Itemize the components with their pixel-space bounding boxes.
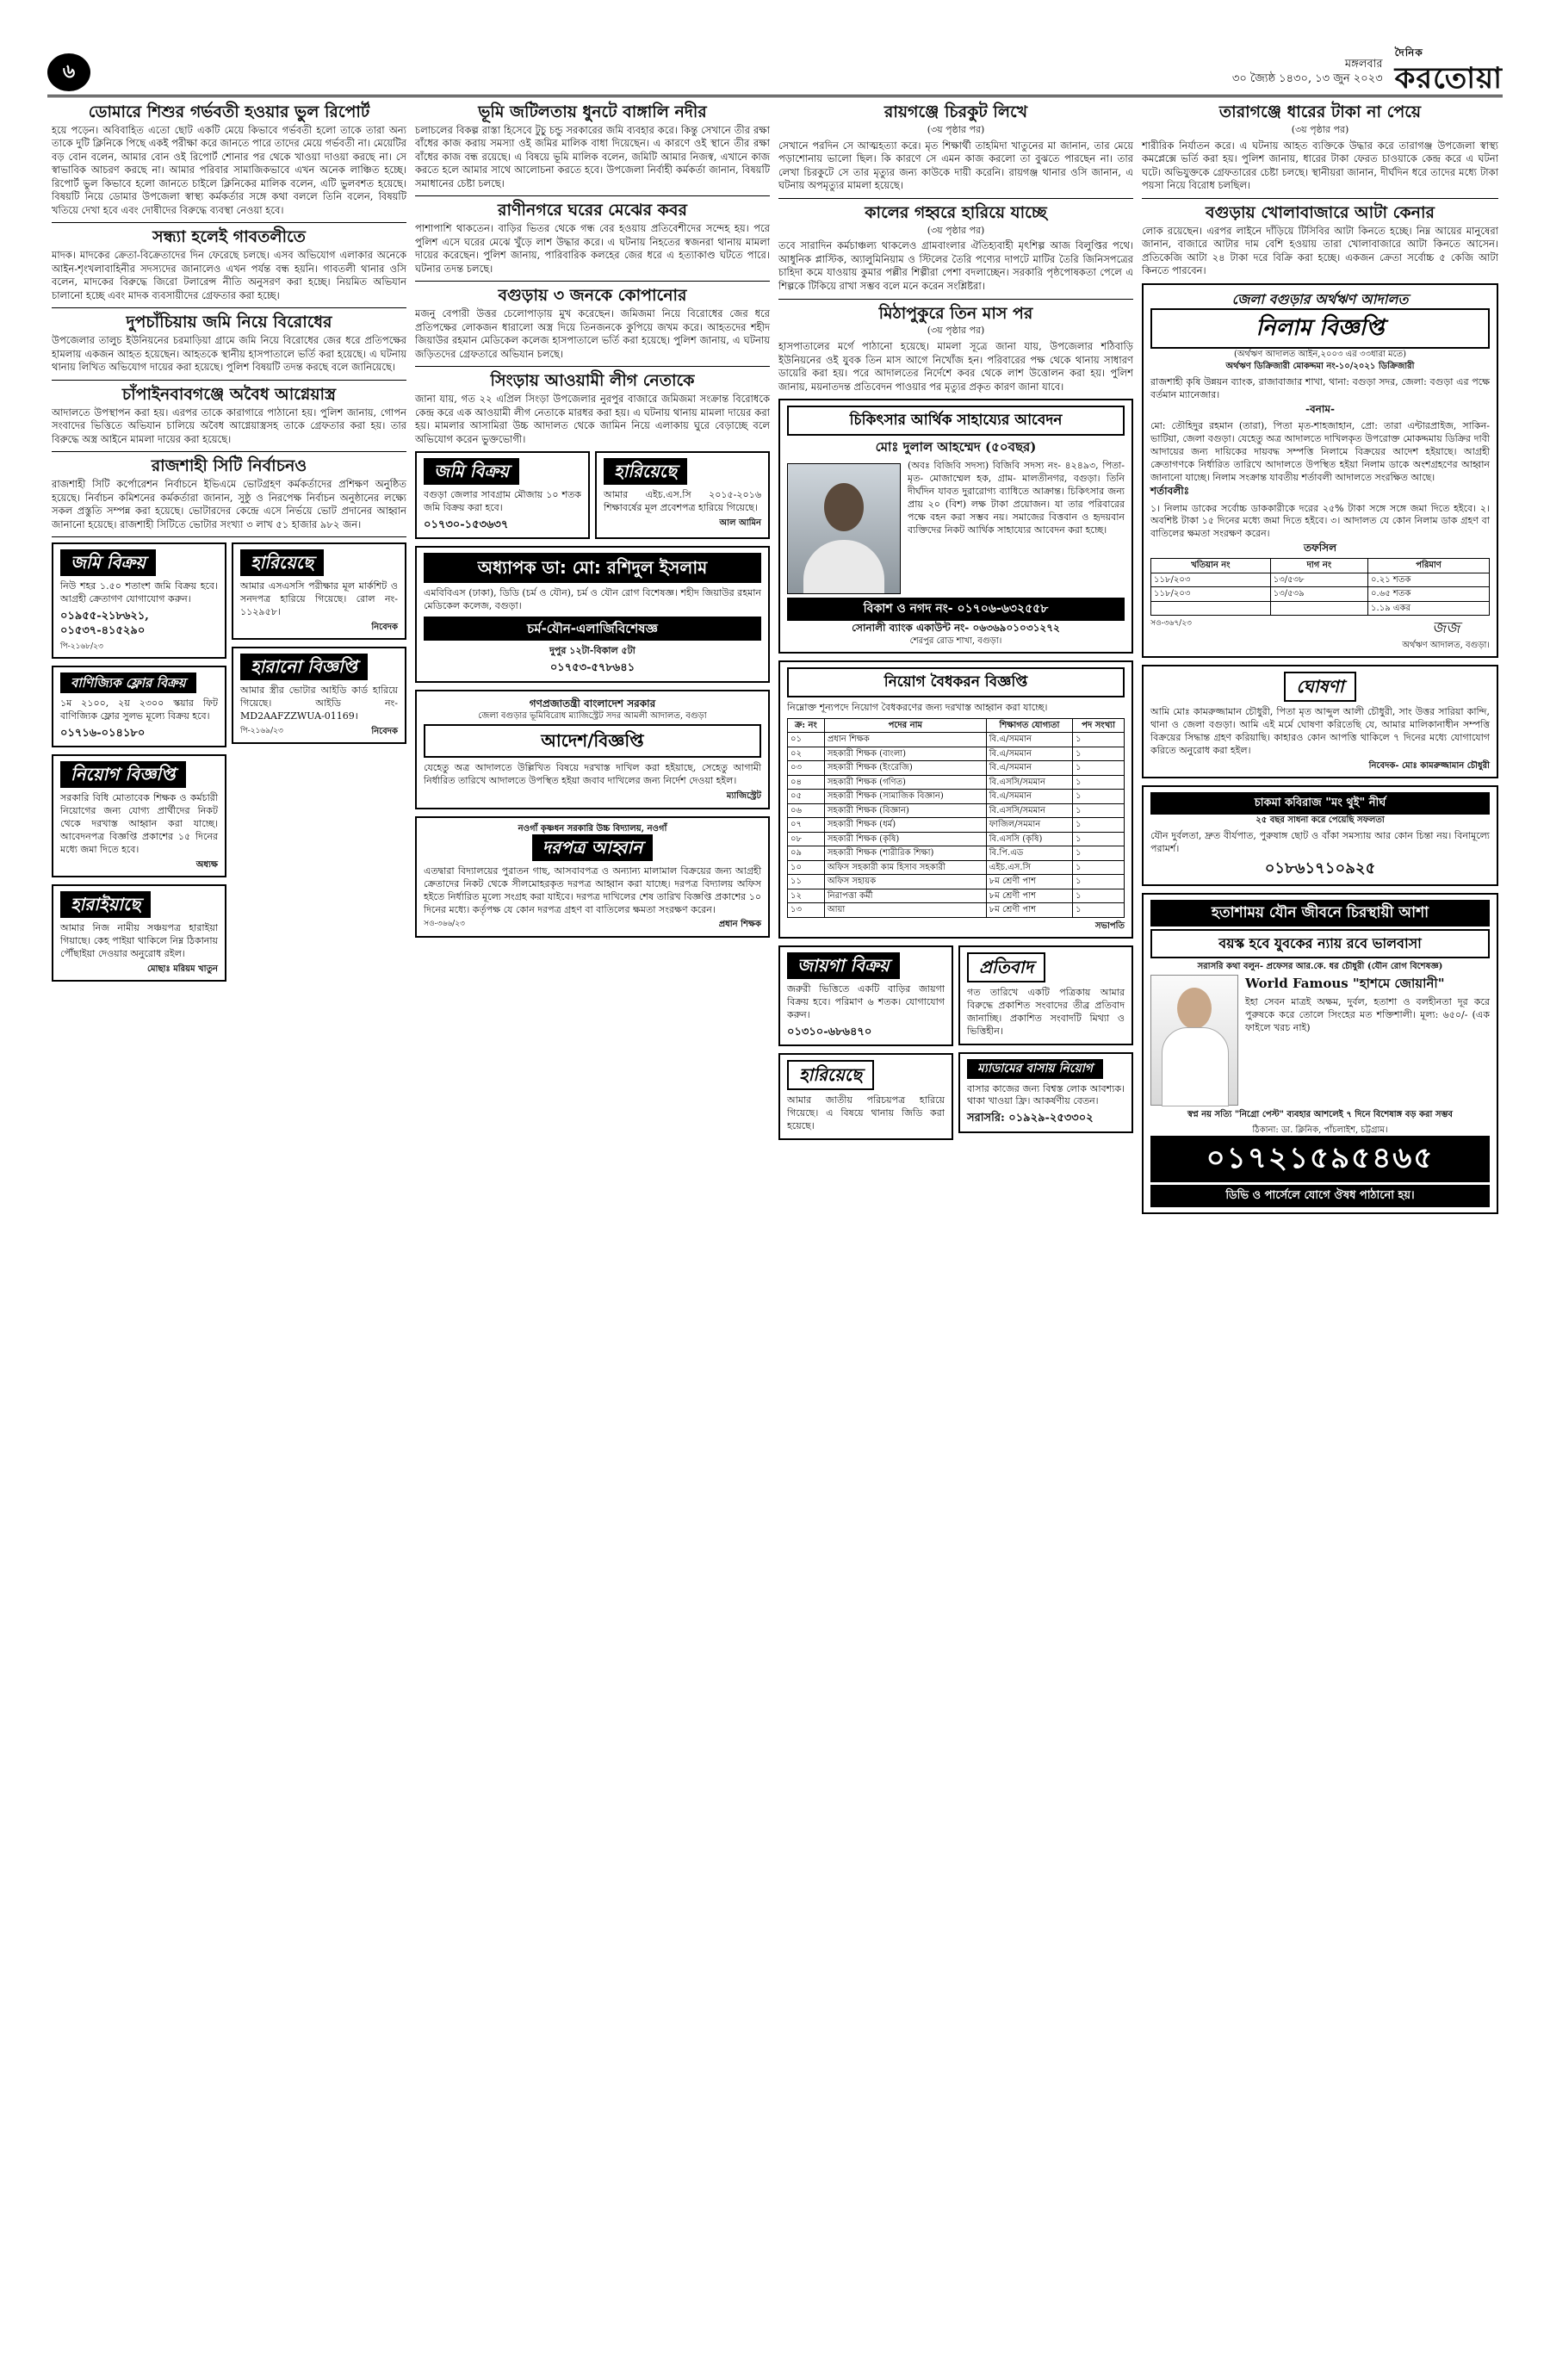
classified-ad <box>232 542 406 640</box>
ad-text: আমার জাতীয় পরিচয়পত্র হারিয়ে গিয়েছে। এ বিষয়ে থানায় জিডি করা হয়েছে। <box>787 1094 945 1132</box>
divider <box>778 198 1133 199</box>
table-row <box>788 846 1125 861</box>
ad-text: ১ম ২১০০, ২য় ২৩০০ স্কয়ার ফিট বাণিজ্যিক ফ্লোর সুলভ মূল্যে বিক্রয় হবে। <box>60 697 218 722</box>
table-row <box>788 747 1125 761</box>
table-cell: ফাজিল/সমমান <box>986 818 1072 833</box>
continued-label: (৩য় পৃষ্ঠার পর) <box>1291 123 1349 135</box>
auction-subtitle: (অর্থঋণ আদালত আইন,২০০৩ এর ৩৩ধারা মতে) <box>1233 350 1407 360</box>
healer-text: যৌন দুর্বলতা, দ্রুত বীর্যপাত, পুরুষাঙ্গ ছোট ও বাঁকা সমস্যায় আর কোন চিন্তা নয়। বিনামূল্যে পরামর্শ। <box>1150 830 1490 854</box>
headline: চাঁপাইনবাবগঞ্জে অবৈধ আগ্নেয়াস্ত্র <box>121 384 337 404</box>
table-row <box>788 775 1125 790</box>
divider <box>52 451 406 452</box>
table-header-cell: দাগ নং <box>1270 559 1367 573</box>
article-body: আদালতে উপস্থাপন করা হয়। এরপর তাকে কারাগারে পাঠানো হয়। পুলিশ জানায়, গোপন সংবাদের ভিত্তিতে অভিযান চালিয়ে অবৈধ আগ্নেয়াস্ত্রসহ তাকে গ্রেফতার করা হয়। তার বিরুদ্ধে অস্ত্র আইনে মামলা দায়ের করা হয়েছে। <box>52 406 406 445</box>
announcement-signature: নিবেদক- মোঃ কামরুজ্জামান চৌধুরী <box>1368 760 1490 771</box>
table-cell: ০৭ <box>788 818 825 833</box>
classified-ad <box>958 945 1133 1044</box>
model-photo <box>1150 975 1238 1106</box>
table-cell: ১০ <box>788 860 825 875</box>
pub-code: পি-২১৬৮/২৩ <box>60 641 103 651</box>
ad-text: গত তারিখে একটি পত্রিকায় আমার বিরুদ্ধে প্রকাশিত সংবাদের তীব্র প্রতিবাদ জানাচ্ছি। প্রকাশিত সংবাদটি মিথ্যা ও ভিত্তিহীন। <box>967 987 1125 1037</box>
health-guarantee: স্বপ্ন নয় সত্যি "নিগ্রো পেস্ট" ব্যবহার আশলেই ৭ দিনে বিশেষাঙ্গ বড় করা সম্ভব <box>1187 1110 1453 1120</box>
table-cell: ১ <box>1073 860 1125 875</box>
table-row <box>1151 573 1490 587</box>
ad-text: বগুড়া জেলার সাবগ্রাম মৌজায় ১০ শতক জমি বিক্রয় করা হবে। <box>424 489 581 513</box>
headline: কালের গহ্বরে হারিয়ে যাচ্ছে <box>865 202 1047 222</box>
table-row <box>788 818 1125 833</box>
divider <box>415 366 770 367</box>
table-cell <box>1270 601 1367 616</box>
ad-signature: নিবেদক <box>371 622 398 632</box>
ad-title: ম্যাডামের বাসায় নিয়োগ <box>967 1059 1103 1079</box>
table-cell: অফিস সহকারী কাম হিসাব সহকারী <box>824 860 986 875</box>
ad-phone: সরাসরি: ০১৯২৯-২৫৩৩০২ <box>967 1112 1094 1125</box>
tender-notice <box>415 816 770 938</box>
page-number: ৬ <box>47 53 90 91</box>
doctor-credentials: এমবিবিএস (ঢাকা), ডিডি (চর্ম ও যৌন), চর্ম ও যৌন রোগ বিশেষজ্ঞ। শহীদ জিয়াউর রহমান মেডিকেল কলেজ, বগুড়া। <box>424 587 761 612</box>
continued-label: (৩য় পৃষ্ঠার পর) <box>927 325 985 337</box>
announcement <box>1142 665 1498 778</box>
headline: সিংড়ায় আওয়ামী লীগ নেতাকে <box>490 371 695 391</box>
ad-title: হারিয়েছে <box>787 1060 874 1090</box>
auction-body: মো: তৌহিদুর রহমান (তারা), পিতা মৃত-শাহজাহান, প্রো: তারা এন্টারপ্রাইজ, সাকিন-ভাটিয়া, জেলা বগুড়া। যেহেতু অত্র আদালতে দাখিলকৃত উপরোক্ত মোকদ্দমায় ডিক্রির দাবী আদায়ের জন্য দায়িকের দায়বদ্ধ সম্পত্তি নিলামে বিক্রয়ের আদেশ হইয়াছে। আগ্রহী ক্রেতাগণকে নির্ধারিত তারিখে আদালতে উপস্থিত হইয়া নিলাম ডাকে অংশগ্রহণের আহ্বান জানানো যাচ্ছে। নিলাম সংক্রান্ত যাবতীয় শর্তাবলী আদালতে সংরক্ষিত আছে। <box>1150 420 1490 483</box>
table-header <box>788 718 1125 733</box>
article-body: সেখানে পরদিন সে আত্মহত্যা করে। মৃত শিক্ষার্থী তাহমিদা খাতুনের মা জানান, তার মেয়ে পড়াশোনায় ভালো ছিল। কি কারণে সে এমন কাজ করলো তা বুঝতে পারছেন না। তার লেখা চিরকুটে সে তার মৃত্যুর জন্য কাউকে দায়ী করেনি। রায়গঞ্জ থানার ওসি জানান, এ ঘটনায় অপমৃত্যুর মামলা হয়েছে। <box>778 139 1133 192</box>
table-header-cell: পদ সংখ্যা <box>1073 718 1125 733</box>
doctor-time: দুপুর ১২টা-বিকাল ৫টা <box>549 645 636 657</box>
headline: বগুড়ায় খোলাবাজারে আটা কেনার <box>1206 202 1435 222</box>
ad-text: নিউ শহর ১.৫০ শতাংশ জমি বিক্রয় হবে। আগ্রহী ক্রেতাগণ যোগাযোগ করুন। <box>60 580 218 604</box>
aid-title: চিকিৎসার আর্থিক সাহায্যের আবেদন <box>787 406 1125 436</box>
health-desc: ইহা সেবন মাত্রই অক্ষম, দুর্বল, হতাশা ও বলহীনতা দূর করে পুরুষকে করে তোলে সিংহের মত শক্তিশালী। মূল্য: ৬৫০/- (এক ফাইলে খরচ নাই) <box>1245 996 1490 1034</box>
table-cell: সহকারী শিক্ষক (গণিত) <box>824 775 986 790</box>
health-product: World Famous "হাশমে জোয়ানী" <box>1245 976 1445 992</box>
aid-branch: শেরপুর রোড শাখা, বগুড়া। <box>909 635 1002 646</box>
ad-title: হারানো বিজ্ঞপ্তি <box>240 654 368 680</box>
table-cell: ১১ <box>788 875 825 889</box>
table-cell: বি.এসসি/সমমান <box>986 803 1072 818</box>
table-cell: ১ <box>1073 875 1125 889</box>
headline: ভূমি জটিলতায় ধুনটে বাঙ্গালি নদীর <box>478 102 707 121</box>
headline: রায়গঞ্জে চিরকুট লিখে <box>884 102 1028 121</box>
table-row <box>788 790 1125 804</box>
table-cell: ০২ <box>788 747 825 761</box>
table-row <box>788 889 1125 903</box>
classified-ad <box>52 542 226 659</box>
article-body: উপজেলার তালুচ ইউনিয়নের চরমাড়িয়া গ্রামে জমি নিয়ে বিরোধের জের ধরে প্রতিপক্ষের হামলায় একজন আহত হয়েছেন। আহতকে স্থানীয় হাসপাতালে ভর্তি করা হয়েছে। এ ঘটনায় থানায় লিখিত অভিযোগ দায়ের করা হয়েছে। পুলিশ বিষয়টি তদন্ত করছে বলে জানিয়েছে। <box>52 334 406 374</box>
ad-signature: আল আমিন <box>719 518 761 528</box>
healer-subtitle: ২৫ বছর সাধনা করে পেয়েছি সফলতা <box>1256 815 1385 825</box>
divider <box>52 380 406 381</box>
auction-table <box>1150 558 1490 616</box>
header-date-block <box>1232 58 1383 87</box>
article-body: তবে সারাদিন কর্মচাঞ্চল্য থাকলেও গ্রামবাংলার ঐতিহ্যবাহী মৃৎশিল্প আজ বিলুপ্তির পথে। আধুনিক প্লাস্টিক, অ্যালুমিনিয়াম ও স্টিলের তৈরি পণ্যের দাপটে মাটির তৈরি জিনিসপত্রের চাহিদা কমে যাওয়ায় কুমার পল্লীর শিল্পীরা পেশা বদলাচ্ছেন। সরকারি পৃষ্ঠপোষকতা পেলে এ শিল্পকে টিকিয়ে রাখা সম্ভব বলে মনে করেন সংশ্লিষ্টরা। <box>778 239 1133 292</box>
health-delivery: ডিভি ও পার্সেলে যোগে ঔষধ পাঠানো হয়। <box>1150 1185 1490 1207</box>
court-header: জেলা বগুড়ার অর্থঋণ আদালত <box>1231 290 1409 307</box>
table-cell: ১ <box>1073 747 1125 761</box>
table-cell: সহকারী শিক্ষক (ধর্ম) <box>824 818 986 833</box>
court-text: যেহেতু অত্র আদালতে উল্লিখিত বিষয়ে দরখাস্ত দাখিল করা হইয়াছে, সেহেতু আগামী নির্ধারিত তারিখে আদালতে উপস্থিত হইয়া জবাব দাখিলের জন্য নির্দেশ দেওয়া হইল। <box>424 762 761 787</box>
ad-title: বাণিজ্যিক ফ্লোর বিক্রয় <box>60 672 196 693</box>
health-banner: হতাশাময় যৌন জীবনে চিরস্থায়ী আশা <box>1150 900 1490 927</box>
ad-title: জায়গা বিক্রয় <box>787 952 900 979</box>
table-cell: আয়া <box>824 903 986 918</box>
medical-aid-appeal <box>778 399 1133 654</box>
table-row <box>788 733 1125 747</box>
judge-signature: জজ <box>1431 619 1460 638</box>
ad-text: জরুরী ভিত্তিতে একটি বাড়ির জায়গা বিক্রয় হবে। পরিমাণ ৬ শতক। যোগাযোগ করুন। <box>787 983 945 1020</box>
tender-org: নওগাঁ কৃষ্ণধন সরকারি উচ্চ বিদ্যালয়, নওগাঁ <box>518 823 667 834</box>
aid-name: মোঃ দুলাল আহম্মেদ (৫০বছর) <box>875 439 1037 456</box>
table-cell: সহকারী শিক্ষক (সামাজিক বিজ্ঞান) <box>824 790 986 804</box>
table-header-cell: পদের নাম <box>824 718 986 733</box>
table-header-cell: পরিমাণ <box>1368 559 1490 573</box>
article-body: পাশাপাশি থাকতেন। বাড়ির ভিতর থেকে গন্ধ বের হওয়ায় প্রতিবেশীদের সন্দেহ হয়। পরে পুলিশ এসে ঘরের মেঝে খুঁড়ে লাশ উদ্ধার করে। এ ঘটনায় নিহতের স্বজনরা থানায় মামলা দায়ের করেছেন। পুলিশ জানায়, পারিবারিক কলহের জের ধরে এ হত্যাকাণ্ড ঘটতে পারে। ঘটনার তদন্ত চলছে। <box>415 222 770 275</box>
table-cell: ১ <box>1073 790 1125 804</box>
table-cell: বি.এসসি/সমমান <box>986 775 1072 790</box>
healer-title: চাকমা কবিরাজ "মং থুই" নীর্ঘ <box>1150 792 1490 815</box>
table-row <box>1151 587 1490 602</box>
table-cell: ১ <box>1073 775 1125 790</box>
pub-code: সও-৩৬৬/২৩ <box>424 920 465 929</box>
ad-text: আমার নিজ নামীয় সঞ্চয়পত্র হারাইয়া গিয়াছে। কেহ পাইয়া থাকিলে নিম্ন ঠিকানায় পৌঁছাইয়া দেওয়ার অনুরোধ রইল। <box>60 922 218 959</box>
job-intro: নিম্নোক্ত শূন্যপদে নিয়োগ বৈধকরণের জন্য দরখাস্ত আহ্বান করা যাচ্ছে। <box>787 701 1048 713</box>
classified-ad <box>52 666 226 747</box>
ad-text: সরকারি বিধি মোতাবেক শিক্ষক ও কর্মচারী নিয়োগের জন্য যোগ্য প্রার্থীদের নিকট থেকে দরখাস্ত আহ্বান করা যাচ্ছে। আবেদনপত্র বিজ্ঞপ্তি প্রকাশের ১৫ দিনের মধ্যে জমা দিতে হবে। <box>60 792 218 855</box>
column-3 <box>778 103 1133 1147</box>
health-address: ঠিকানা: ডা. ক্লিনিক, পাঁচলাইশ, চট্টগ্রাম। <box>1252 1125 1388 1135</box>
table-cell: ০৯ <box>788 846 825 861</box>
column-2 <box>415 103 770 945</box>
table-cell: ০৪ <box>788 775 825 790</box>
masthead-small: দৈনিক <box>1394 46 1423 59</box>
auction-notice <box>1142 283 1498 658</box>
auction-terms-title: শর্তাবলীঃ <box>1150 485 1190 498</box>
table-header-cell: ক্র: নং <box>788 718 825 733</box>
ad-signature: অধ্যক্ষ <box>195 859 218 870</box>
column-1 <box>52 103 406 989</box>
table-cell: ১৩/৫৩৮ <box>1270 573 1367 587</box>
ad-title: হারিয়েছে <box>240 549 324 576</box>
pub-code: পি-২১৬৯/২৩ <box>240 726 283 735</box>
announcement-title: ঘোষণা <box>1284 672 1355 702</box>
announcement-text: আমি মোঃ কামরুজ্জামান চৌধুরী, পিতা মৃত আব্দুল আলী চৌধুরী, সাং উত্তর সারিয়া কান্দি, থানা ও জেলা বগুড়া। আমি এই মর্মে ঘোষণা করিতেছি যে, আমার মালিকানাধীন সম্পত্তি বিক্রয়ের সিদ্ধান্ত গ্রহণ করিয়াছি। কাহারও কোন আপত্তি থাকিলে ৭ দিনের মধ্যে যোগাযোগ করিতে অনুরোধ করা হইল। <box>1150 706 1490 756</box>
table-row <box>788 832 1125 846</box>
article-body: রাজশাহী সিটি কর্পোরেশন নির্বাচনে ইভিএমে ভোটগ্রহণ কর্মকর্তাদের প্রশিক্ষণ অনুষ্ঠিত হয়েছে। নির্বাচন কমিশনের কর্মকর্তারা জানান, সুষ্ঠু ও নিরপেক্ষ নির্বাচন অনুষ্ঠানের লক্ষ্যে সকল প্রস্তুতি সম্পন্ন করা হয়েছে। ভোটারদের কেন্দ্রে এসে নির্ভয়ে ভোট প্রদানের আহ্বান জানানো হয়েছে। রাজশাহী সিটিতে ভোটার সংখ্যা ৩ লাখ ৫১ হাজার ৯৮২ জন। <box>52 477 406 530</box>
job-notice <box>778 660 1133 939</box>
classified-ad <box>778 1053 953 1140</box>
ad-title: প্রতিবাদ <box>967 952 1045 982</box>
table-row <box>788 903 1125 918</box>
health-doctor: সরাসরি কথা বলুন- প্রফেসর আর.কে. ধর চৌধুরী (যৌন রোগ বিশেষজ্ঞ) <box>1197 961 1443 971</box>
article-body: শারীরিক নির্যাতন করে। এ ঘটনায় আহত ব্যক্তিকে উদ্ধার করে তারাগঞ্জ উপজেলা স্বাস্থ্য কমপ্লেক্সে ভর্তি করা হয়। পুলিশ জানায়, ধারের টাকা ফেরত চাওয়াকে কেন্দ্র করে এ ঘটনা ঘটে। অভিযুক্তকে গ্রেফতারের চেষ্টা চলছে। স্থানীয়রা জানান, দীর্ঘদিন ধরে তাদের মধ্যে টাকা পয়সা নিয়ে বিরোধ চলছিল। <box>1142 139 1498 192</box>
ad-text: আমার স্ত্রীর ভোটার আইডি কার্ড হারিয়ে গিয়েছে। আইডি নং- MD2AAFZZWUA-01169। <box>240 685 398 722</box>
table-cell: ০.২১ শতক <box>1368 573 1490 587</box>
ad-text: আমার এইচ.এস.সি ২০১৫-২০১৬ শিক্ষাবর্ষের মূল প্রবেশপত্র হারিয়ে গিয়েছে। <box>604 489 761 513</box>
ad-phone: ০১৯৫৫-২১৮৬২১, ০১৫৩৭-৪১৫২৯০ <box>60 609 149 638</box>
healer-phone: ০১৮৬১৭১০৯২৫ <box>1264 858 1376 877</box>
auction-title: নিলাম বিজ্ঞপ্তি <box>1150 308 1490 349</box>
table-cell: ১ <box>1073 818 1125 833</box>
table-row <box>788 860 1125 875</box>
job-signature: সভাপতি <box>1094 920 1125 931</box>
divider <box>415 281 770 282</box>
page-header <box>47 46 1503 97</box>
patient-photo <box>787 463 901 594</box>
table-cell: সহকারী শিক্ষক (ইংরেজি) <box>824 761 986 776</box>
table-cell: বি.এ/সমমান <box>986 790 1072 804</box>
table-cell: ০৩ <box>788 761 825 776</box>
ad-signature: মোছাঃ মরিয়ম খাতুন <box>146 964 218 974</box>
masthead-title: করতোয়া <box>1394 61 1503 96</box>
headline: সন্ধ্যা হলেই গাবতলীতে <box>152 227 306 247</box>
table-header <box>1151 559 1490 573</box>
job-title: নিয়োগ বৈধকরন বিজ্ঞপ্তি <box>787 667 1125 697</box>
headline: তারাগঞ্জে ধারের টাকা না পেয়ে <box>1218 102 1422 121</box>
ad-title: নিয়োগ বিজ্ঞপ্তি <box>60 761 186 788</box>
headline: ডোমারে শিশুর গর্ভবতী হওয়ার ভুল রিপোর্ট <box>88 102 370 121</box>
court-notice <box>415 690 770 809</box>
court-header: গণপ্রজাতন্ত্রী বাংলাদেশ সরকার <box>529 697 656 710</box>
classified-ad <box>232 647 406 744</box>
court-signature: ম্যাজিস্ট্রেট <box>726 791 761 802</box>
article-body: মজনু বেপারী উত্তর চেলোপাড়ায় মুখ করেছেন। জমিজমা নিয়ে বিরোধের জের ধরে প্রতিপক্ষের লোকজন ধারালো অস্ত্র দিয়ে তিনজনকে কুপিয়ে জখম করে। আহতদের শহীদ জিয়াউর রহমান মেডিকেল কলেজ হাসপাতালে ভর্তি করা হয়েছে। পুলিশ জানায়, এ ঘটনায় জড়িতদের গ্রেফতারে অভিযান চলছে। <box>415 307 770 360</box>
table-cell: প্রধান শিক্ষক <box>824 733 986 747</box>
table-cell: ১৩/৫৩৯ <box>1270 587 1367 602</box>
aid-text: (অবঃ বিজিবি সদস্য) বিজিবি সদস্য নং- ৪২৪৯৩, পিতা- মৃত- মোজাম্মেল হক, গ্রাম- মালতীনগর, বগুড়া। তিনি দীর্ঘদিন যাবত দুরারোগ্য ব্যাধিতে আক্রান্ত। চিকিৎসার জন্য প্রায় ২০ (বিশ) লক্ষ টাকা প্রয়োজন। যা তার পরিবারের পক্ষে বহন করা সম্ভব নয়। সমাজের বিত্তবান ও হৃদয়বান ব্যক্তিদের নিকট আর্থিক সাহায্যের আবেদন করা হচ্ছে। <box>908 460 1125 536</box>
continued-label: (৩য় পৃষ্ঠার পর) <box>927 123 985 135</box>
pub-code: সও-৩৬৭/২৩ <box>1150 619 1192 629</box>
ad-text: বাসার কাজের জন্য বিশ্বস্ত লোক আবশ্যক। থাকা খাওয়া ফ্রি। আকর্ষণীয় বেতন। <box>967 1082 1125 1107</box>
divider <box>1142 198 1498 199</box>
table-row <box>1151 601 1490 616</box>
aid-bkash: বিকাশ ও নগদ নং- ০১৭০৬-৬৩২৫৫৮ <box>787 598 1125 621</box>
headline: দুপচাঁচিয়ায় জমি নিয়ে বিরোধের <box>126 313 332 332</box>
table-cell: ১১৮/২০৩ <box>1151 587 1271 602</box>
table-cell: ১২ <box>788 889 825 903</box>
table-cell: সহকারী শিক্ষক (শারীরিক শিক্ষা) <box>824 846 986 861</box>
divider <box>415 195 770 196</box>
column-4 <box>1142 103 1498 1221</box>
divider <box>52 536 406 537</box>
table-cell: ০৫ <box>788 790 825 804</box>
classified-ad <box>52 754 226 877</box>
table-cell: ১ <box>1073 889 1125 903</box>
table-cell: অফিস সহায়ক <box>824 875 986 889</box>
ad-text: আমার এসএসসি পরীক্ষার মূল মার্কশিট ও সনদপত্র হারিয়ে গিয়েছে। রোল নং- ১১২৯৫৮। <box>240 580 398 617</box>
table-cell: ১ <box>1073 846 1125 861</box>
table-header-cell: খতিয়ান নং <box>1151 559 1271 573</box>
auction-vs: -বনাম- <box>1305 403 1335 416</box>
table-header-cell: শিক্ষাগত যোগ্যতা <box>986 718 1072 733</box>
table-cell: ১ <box>1073 803 1125 818</box>
classified-ad <box>595 451 770 539</box>
ad-phone: ০১৭৩০-১৫৩৬৩৭ <box>424 518 509 531</box>
table-cell: ০১ <box>788 733 825 747</box>
headline: বগুড়ায় ৩ জনকে কোপানোর <box>498 286 687 306</box>
table-cell: ১ <box>1073 832 1125 846</box>
doctor-ad <box>415 546 770 682</box>
table-cell: ৮ম শ্রেণী পাশ <box>986 889 1072 903</box>
auction-bank: রাজশাহী কৃষি উন্নয়ন ব্যাংক, রাজাবাজার শাখা, থানা: বগুড়া সদর, জেলা: বগুড়া এর পক্ষে বর্তমান ম্যানেজার। <box>1150 376 1490 401</box>
classified-ad <box>52 884 226 982</box>
table-cell: ০৬ <box>788 803 825 818</box>
divider <box>52 307 406 308</box>
ad-phone: ০১৭১৬-০১৪১৮০ <box>60 726 146 740</box>
table-row <box>788 875 1125 889</box>
doctor-specialty: চর্ম-যৌন-এলার্জিবিশেষজ্ঞ <box>424 617 761 641</box>
table-cell: ১১৮/২০৩ <box>1151 573 1271 587</box>
doctor-name: অধ্যাপক ডা: মো: রশিদুল ইসলাম <box>424 553 761 583</box>
table-cell: সহকারী শিক্ষক (বাংলা) <box>824 747 986 761</box>
table-cell: ০.৬৫ শতক <box>1368 587 1490 602</box>
table-cell: বি.এসসি (কৃষি) <box>986 832 1072 846</box>
continued-label: (৩য় পৃষ্ঠার পর) <box>927 224 985 236</box>
classified-ad <box>958 1052 1133 1133</box>
classified-ad <box>415 451 590 539</box>
table-cell: ১ <box>1073 733 1125 747</box>
ad-signature: নিবেদক <box>371 726 398 736</box>
article-body: লোক রয়েছেন। এরপর লাইনে দাঁড়িয়ে টিসিবির আটা কিনতে হচ্ছে। নিম্ন আয়ের মানুষেরা জানান, বাজারে আটার দাম বেশি হওয়ায় তারা খোলাবাজারে আটা কিনতে আসেন। প্রতিকেজি আটা ২৪ টাকা দরে বিক্রি করা হচ্ছে। একজন ক্রেতা সর্বোচ্চ ৫ কেজি আটা কিনতে পারবেন। <box>1142 224 1498 277</box>
table-cell: বি.এ/সমমান <box>986 761 1072 776</box>
article-body: হাসপাতালের মর্গে পাঠানো হয়েছে। মামলা সূত্রে জানা যায়, উপজেলার শঠিবাড়ি ইউনিয়নের ওই যুবক তিন মাস আগে নিখোঁজ হন। পরিবারের পক্ষ থেকে থানায় সাধারণ ডায়েরি করা হয়। পরে আদালতের নির্দেশে কবর থেকে লাশ উত্তোলন করা হয়। পুলিশ জানায়, ময়নাতদন্ত প্রতিবেদন পাওয়ার পর মৃত্যুর প্রকৃত কারণ জানা যাবে। <box>778 340 1133 393</box>
article-body: হয়ে পড়েন। অবিবাহিত এতো ছোট একটি মেয়ে কিভাবে গর্ভবতী হলো তাকে তারা অন্য তাকে দুটি ক্লিনিকে পিছে একই পরীক্ষা করে জানতে পারে তাদের মেয়ে গর্ভবতী না। মেয়েটির বড় বোন বলেন, আমার বোন ওই রিপোর্ট শোনার পর থেকে খাওয়া দাওয়া করছে না। সে স্বাভাবিক আচরণ করছে না। আমার পরিবার সামাজিকভাবে এখন অনেক লাঞ্চিত হচ্ছে। রিপোর্ট ভুল কিভাবে হলো জানতে চাইলে ক্লিনিকের মালিক বলেন, এটি ভুলবশত হয়েছে। বিষয়টি নিয়ে ডোমার উপজেলা স্বাস্থ্য কর্মকর্তার সঙ্গে কথা বললে তিনি বলেন, বিষয়টি খতিয়ে দেখা হবে এবং দোষীদের বিরুদ্ধে ব্যবস্থা নেওয়া হবে। <box>52 123 406 216</box>
table-cell: এইচ.এস.সি <box>986 860 1072 875</box>
health-banner-2: বয়স্ক হবে যুবকের ন্যায় রবে ভালবাসা <box>1150 929 1490 958</box>
table-cell: ৮ম শ্রেণী পাশ <box>986 875 1072 889</box>
table-cell: ১ <box>1073 761 1125 776</box>
table-row <box>788 761 1125 776</box>
auction-terms: ১। নিলাম ডাকের সর্বোচ্চ ডাককারীকে দরের ২৫% টাকা সঙ্গে সঙ্গে জমা দিতে হইবে। ২। অবশিষ্ট টাকা ১৫ দিনের মধ্যে জমা দিতে হইবে। ৩। আদালত যে কোন নিলাম ডাক গ্রহণ বা বাতিলের ক্ষমতা সংরক্ষণ করেন। <box>1150 502 1490 540</box>
ad-title: হারাইয়াছে <box>60 891 151 918</box>
table-cell: বি.এ/সমমান <box>986 747 1072 761</box>
court-subheader: জেলা বগুড়ার ভূমিবিরোধ ম্যাজিস্ট্রেট সদর আমলী আদালত, বগুড়া <box>478 710 707 721</box>
table-cell: ১ <box>1073 903 1125 918</box>
ad-phone: ০১৩১০-৬৮৬৪৭০ <box>787 1025 872 1038</box>
table-row <box>788 803 1125 818</box>
article-body: জানা যায়, গত ২২ এপ্রিল সিংড়া উপজেলার নুরপুর বাজারে জমিজমা সংক্রান্ত বিরোধকে কেন্দ্র করে এক আওয়ামী লীগ নেতাকে মারধর করা হয়। এ ঘটনায় থানায় মামলা দায়ের করা হয়। মামলার আসামিরা উচ্চ আদালত থেকে জামিন নিয়ে এলাকায় ঘুরে বেড়াচ্ছে বলে অভিযোগ করেন ভুক্তভোগী। <box>415 393 770 445</box>
court-title: আদেশ/বিজ্ঞপ্তি <box>424 724 761 758</box>
headline: রাজশাহী সিটি নির্বাচনও <box>151 456 307 476</box>
header-date: ৩০ জ্যৈষ্ঠ ১৪৩০, ১৩ জুন ২০২৩ <box>1231 72 1383 85</box>
masthead-logo <box>1395 46 1503 99</box>
table-cell: সহকারী শিক্ষক (বিজ্ঞান) <box>824 803 986 818</box>
job-table <box>787 718 1125 918</box>
divider <box>778 299 1133 300</box>
auction-table-title: তফসিল <box>1303 542 1337 555</box>
article-body: চলাচলের বিকল্প রাস্তা হিসেবে টুচু চন্ডু সরকারের জমি ব্যবহার করে। কিন্তু সেখানে তীর রক্ষা বাঁধের কাজ করায় সমস্যা ওই জমির মালিক বাধা দিয়েছেন। এ কারণে ওই স্থানে তীর রক্ষা বাঁধের কাজ বন্ধ রয়েছে। এ বিষয়ে ভূমি মালিক বলেন, জমিটি আমার নিজস্ব, এখানে কাজ করতে হলে আমার সাথে আলোচনা করতে হবে। উপজেলা নির্বাহী কর্মকর্তা জানান, বিষয়টি সমাধানের চেষ্টা চলছে। <box>415 123 770 189</box>
ad-title: জমি বিক্রয় <box>424 458 519 485</box>
judge-office: অর্থঋণ আদালত, বগুড়া। <box>1402 640 1490 650</box>
table-cell: ১৩ <box>788 903 825 918</box>
tender-signature: প্রধান শিক্ষক <box>718 920 761 930</box>
healer-ad <box>1142 785 1498 886</box>
aid-bank: সোনালী ব্যাংক একাউন্ট নং- ০৬৩৬৯০১০৩১২৭২ <box>852 622 1060 635</box>
table-cell <box>1151 601 1271 616</box>
table-cell: ৮ম শ্রেণী পাশ <box>986 903 1072 918</box>
table-cell: বি.পি.এড <box>986 846 1072 861</box>
auction-case: অর্থঋণ ডিক্রিজারী মোকদ্দমা নং-১০/২০২১ ডিক্রিজারী <box>1225 361 1415 371</box>
doctor-phone: ০১৭৫৩-৫৭৮৬৪১ <box>549 661 636 675</box>
table-cell: বি.এ/সমমান <box>986 733 1072 747</box>
headline: মিঠাপুকুরে তিন মাস পর <box>878 303 1033 323</box>
tender-text: এতদ্বারা বিদ্যালয়ের পুরাতন গাছ, আসবাবপত্র ও অন্যান্য মালামাল বিক্রয়ের জন্য আগ্রহী ক্রেতাদের নিকট থেকে সীলমোহরকৃত দরপত্র আহ্বান করা যাচ্ছে। দরপত্র বিদ্যালয় অফিস হইতে নির্ধারিত মূল্যে সংগ্রহ করা যাইবে। দরপত্র দাখিলের শেষ তারিখ বিজ্ঞপ্তি প্রকাশের ১০ দিনের মধ্যে। কর্তৃপক্ষ যে কোন দরপত্র গ্রহণ বা বাতিলের ক্ষমতা সংরক্ষণ করেন। <box>424 865 761 915</box>
table-cell: ০৮ <box>788 832 825 846</box>
article-body: মাদক। মাদকের ক্রেতা-বিক্রেতাদের দিন ফেরেছে চলছে। এসব অভিযোগ এলাকার অনেকে আইন-শৃংখলাবাহিনীর সদস্যদের জানালেও এখন পর্যন্ত বন্ধ হয়নি। গাবতলী থানার ওসি বলেন, মাদকের বিরুদ্ধে জিরো টলারেন্স নীতি অনুসরণ করা হচ্ছে। নিয়মিত অভিযান চালানো হচ্ছে এবং মাদক ব্যবসায়ীদের গ্রেফতার করা হচ্ছে। <box>52 249 406 301</box>
table-cell: সহকারী শিক্ষক (কৃষি) <box>824 832 986 846</box>
header-day: মঙ্গলবার <box>1344 58 1383 71</box>
ad-title: জমি বিক্রয় <box>60 549 156 576</box>
classified-ad <box>778 945 953 1046</box>
health-ad <box>1142 893 1498 1213</box>
divider <box>52 222 406 223</box>
table-cell: ১.১৯ একর <box>1368 601 1490 616</box>
headline: রাণীনগরে ঘরের মেঝের কবর <box>498 201 687 220</box>
ad-title: হারিয়েছে <box>604 458 687 485</box>
table-cell: নিরাপত্তা কর্মী <box>824 889 986 903</box>
health-phone: ০১৭২১৫৯৫৪৬৫ <box>1150 1136 1490 1182</box>
tender-title: দরপত্র আহ্বান <box>532 834 653 861</box>
